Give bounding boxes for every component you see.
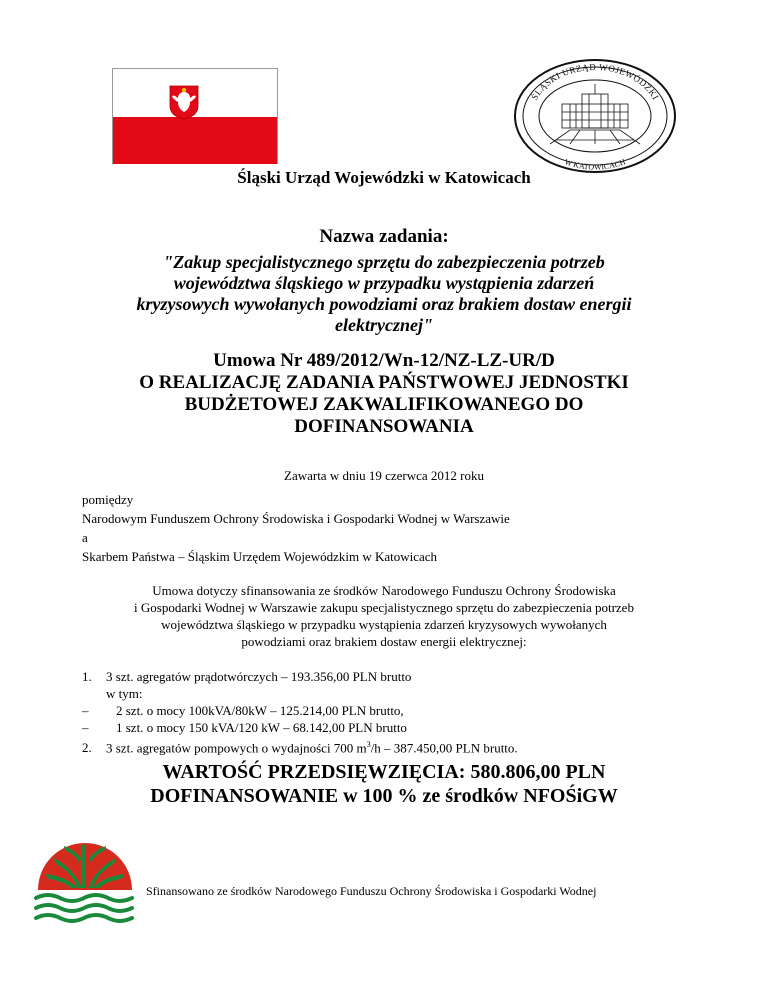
svg-text:ŚLĄSKI URZĄD WOJEWÓDZKI: ŚLĄSKI URZĄD WOJEWÓDZKI: [529, 61, 661, 102]
polish-flag-icon: [112, 68, 278, 164]
list-item-sublabel: w tym:: [106, 686, 143, 701]
voivodeship-office-seal-icon: [510, 56, 680, 174]
list-item-sub: – 1 szt. o mocy 150 kVA/120 kW – 68.142,00 PLN brutto: [82, 720, 407, 735]
list-item-sub: – 2 szt. o mocy 100kVA/80kW – 125.214,00 PLN brutto,: [82, 703, 404, 718]
agreement-title: Umowa Nr 489/2012/Wn-12/NZ-LZ-UR/D O REALIZACJĘ ZADANIA PAŃSTWOWEJ JEDNOSTKI BUDŻETOWEJ ZAKWALIFIKOWANEGO DO DOFINANSOWANIA: [139, 350, 629, 437]
office-name: Śląski Urząd Wojewódzki w Katowicach: [237, 168, 531, 187]
items-list: [82, 668, 518, 756]
agreement-parties: pomiędzy Narodowym Funduszem Ochrony Środowiska i Gospodarki Wodnej w Warszawie a Skarbem Państwa – Śląskim Urzędem Wojewódzkim w Katowicach: [82, 492, 510, 564]
task-name: "Zakup specjalistycznego sprzętu do zabezpieczenia potrzeb województwa śląskiego w przypadku wystąpienia zdarzeń kryzysowych wywołanych powodziami oraz brakiem dostaw energii elektrycznej": [136, 252, 632, 335]
task-label: Nazwa zadania:: [319, 226, 449, 247]
eagle-coat-of-arms-icon: [166, 84, 202, 120]
list-item: 2. 3 szt. agregatów pompowych o wydajności 700 $m^3/h - 387.450,00$ PLN brutto.: [82, 740, 518, 756]
agreement-date: Zawarta w dniu 19 czerwca 2012 roku: [284, 468, 484, 483]
list-item: 1. 3 szt. agregatów prądotwórczych – 193.356,00 PLN brutto: [82, 669, 412, 684]
nfosigw-logo-icon: [30, 818, 140, 924]
agreement-description: Umowa dotyczy sfinansowania ze środków Narodowego Funduszu Ochrony Środowiska i Gospodarki Wodnej w Warszawie zakupu specjalistycznego sprzętu do zabezpieczenia potrzeb województwa śląskiego w przypadku wystąpienia zdarzeń kryzysowych wywołanych powodziami oraz brakiem dostaw energii elektrycznej:: [134, 583, 634, 649]
project-value: WARTOŚĆ PRZEDSIĘWZIĘCIA: 580.806,00 PLN DOFINANSOWANIE w 100 % ze środków NFOŚiGW: [150, 761, 618, 807]
svg-text:W KATOWICACH: W KATOWICACH: [563, 157, 627, 172]
footer-note: Sfinansowano ze środków Narodowego Funduszu Ochrony Środowiska i Gospodarki Wodnej: [146, 884, 597, 898]
